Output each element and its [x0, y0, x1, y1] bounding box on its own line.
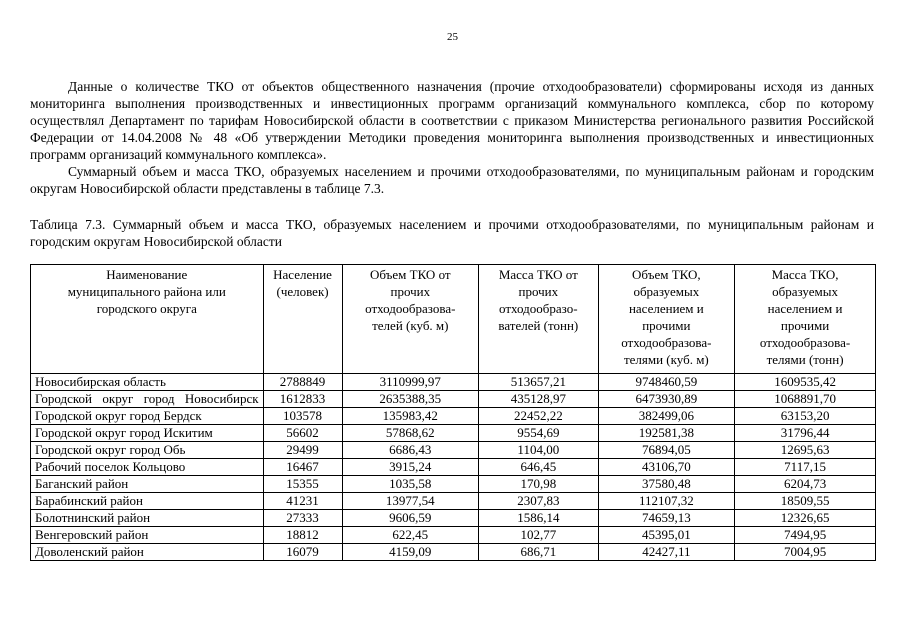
row-value-cell: 686,71: [479, 544, 598, 561]
row-value-cell: 435128,97: [479, 391, 598, 408]
row-value-cell: 9748460,59: [598, 374, 735, 391]
row-value-cell: 22452,22: [479, 408, 598, 425]
table-row: [31, 408, 876, 425]
row-value-cell: 2788849: [263, 374, 342, 391]
row-value-cell: 42427,11: [598, 544, 735, 561]
row-value-cell: 1068891,70: [735, 391, 876, 408]
paragraph-summary: Суммарный объем и масса ТКО, образуемых населением и прочими отходообразователями, по муниципальным районам и городским округам Новосибирской области представлены в таблице 7.3.: [30, 164, 874, 196]
row-value-cell: 43106,70: [598, 459, 735, 476]
row-value-cell: 2307,83: [479, 493, 598, 510]
row-value-cell: 18812: [263, 527, 342, 544]
row-value-cell: 7004,95: [735, 544, 876, 561]
row-value-cell: 6204,73: [735, 476, 876, 493]
table-row: [31, 476, 876, 493]
row-value-cell: 45395,01: [598, 527, 735, 544]
row-value-cell: 622,45: [342, 527, 479, 544]
row-value-cell: 63153,20: [735, 408, 876, 425]
header-population: Население (человек): [263, 265, 342, 374]
row-name-cell: Барабинский район: [31, 493, 264, 510]
row-value-cell: 16467: [263, 459, 342, 476]
table-row: [31, 510, 876, 527]
header-total-mass: Масса ТКО, образуемых населением и прочими отходообразова-телями (тонн): [735, 265, 876, 374]
row-value-cell: 27333: [263, 510, 342, 527]
row-value-cell: 135983,42: [342, 408, 479, 425]
row-value-cell: 12326,65: [735, 510, 876, 527]
row-value-cell: 9606,59: [342, 510, 479, 527]
row-value-cell: 37580,48: [598, 476, 735, 493]
table-row: [31, 374, 876, 391]
row-name-cell: Баганский район: [31, 476, 264, 493]
table-row: [31, 527, 876, 544]
row-value-cell: 1586,14: [479, 510, 598, 527]
row-value-cell: 1609535,42: [735, 374, 876, 391]
row-value-cell: 31796,44: [735, 425, 876, 442]
header-other-mass: Масса ТКО от прочих отходообразо-вателей (тонн): [479, 265, 598, 374]
row-value-cell: 16079: [263, 544, 342, 561]
table-row: [31, 391, 876, 408]
row-value-cell: 3915,24: [342, 459, 479, 476]
row-name-cell: Городской округ город Обь: [31, 442, 264, 459]
row-value-cell: 646,45: [479, 459, 598, 476]
header-other-volume: Объем ТКО от прочих отходообразова-телей (куб. м): [342, 265, 479, 374]
table-row: [31, 425, 876, 442]
row-name-cell: Новосибирская область: [31, 374, 264, 391]
row-value-cell: 9554,69: [479, 425, 598, 442]
row-value-cell: 513657,21: [479, 374, 598, 391]
row-value-cell: 76894,05: [598, 442, 735, 459]
table-caption: Таблица 7.3. Суммарный объем и масса ТКО, образуемых населением и прочими отходообразователями, по муниципальным районам и городским округам Новосибирской области: [30, 217, 874, 249]
row-value-cell: 15355: [263, 476, 342, 493]
row-value-cell: 1035,58: [342, 476, 479, 493]
row-value-cell: 18509,55: [735, 493, 876, 510]
row-value-cell: 192581,38: [598, 425, 735, 442]
row-value-cell: 4159,09: [342, 544, 479, 561]
row-value-cell: 7117,15: [735, 459, 876, 476]
row-value-cell: 74659,13: [598, 510, 735, 527]
row-name-cell: Рабочий поселок Кольцово: [31, 459, 264, 476]
row-value-cell: 56602: [263, 425, 342, 442]
row-value-cell: 112107,32: [598, 493, 735, 510]
table-row: [31, 442, 876, 459]
row-value-cell: 103578: [263, 408, 342, 425]
row-value-cell: 13977,54: [342, 493, 479, 510]
row-name-cell: Городской округ город Бердск: [31, 408, 264, 425]
row-value-cell: 6686,43: [342, 442, 479, 459]
row-name-cell: Городской округ город Новосибирск: [31, 391, 264, 408]
row-value-cell: 57868,62: [342, 425, 479, 442]
row-value-cell: 170,98: [479, 476, 598, 493]
row-name-cell: Венгеровский район: [31, 527, 264, 544]
table-row: [31, 544, 876, 561]
row-value-cell: 1612833: [263, 391, 342, 408]
table-row: [31, 493, 876, 510]
row-name-cell: Доволенский район: [31, 544, 264, 561]
paragraph-data-source: Данные о количестве ТКО от объектов общественного назначения (прочие отходообразователи) сформированы исходя из данных мониторинга выполнения производственных и инвестиционных программ организаций коммунального комплекса, сбор по которому осуществлял Департамент по тарифам Новосибирской области в соответствии с приказом Министерства регионального развития Российской Федерации от 14.04.2008 № 48 «Об утверждении Методики проведения мониторинга выполнения производственных и инвестиционных программ организаций коммунального комплекса».: [30, 79, 874, 162]
row-value-cell: 7494,95: [735, 527, 876, 544]
row-value-cell: 382499,06: [598, 408, 735, 425]
table-header-row: [31, 265, 876, 374]
row-value-cell: 2635388,35: [342, 391, 479, 408]
row-value-cell: 102,77: [479, 527, 598, 544]
row-value-cell: 3110999,97: [342, 374, 479, 391]
table-row: [31, 459, 876, 476]
header-total-volume: Объем ТКО, образуемых населением и прочими отходообразова-телями (куб. м): [598, 265, 735, 374]
row-value-cell: 6473930,89: [598, 391, 735, 408]
tko-table: [30, 264, 876, 561]
header-name: Наименование муниципального района или городского округа: [31, 265, 264, 374]
row-name-cell: Болотнинский район: [31, 510, 264, 527]
row-value-cell: 12695,63: [735, 442, 876, 459]
row-value-cell: 1104,00: [479, 442, 598, 459]
row-value-cell: 41231: [263, 493, 342, 510]
row-value-cell: 29499: [263, 442, 342, 459]
row-name-cell: Городской округ город Искитим: [31, 425, 264, 442]
page-number: 25: [447, 31, 458, 43]
